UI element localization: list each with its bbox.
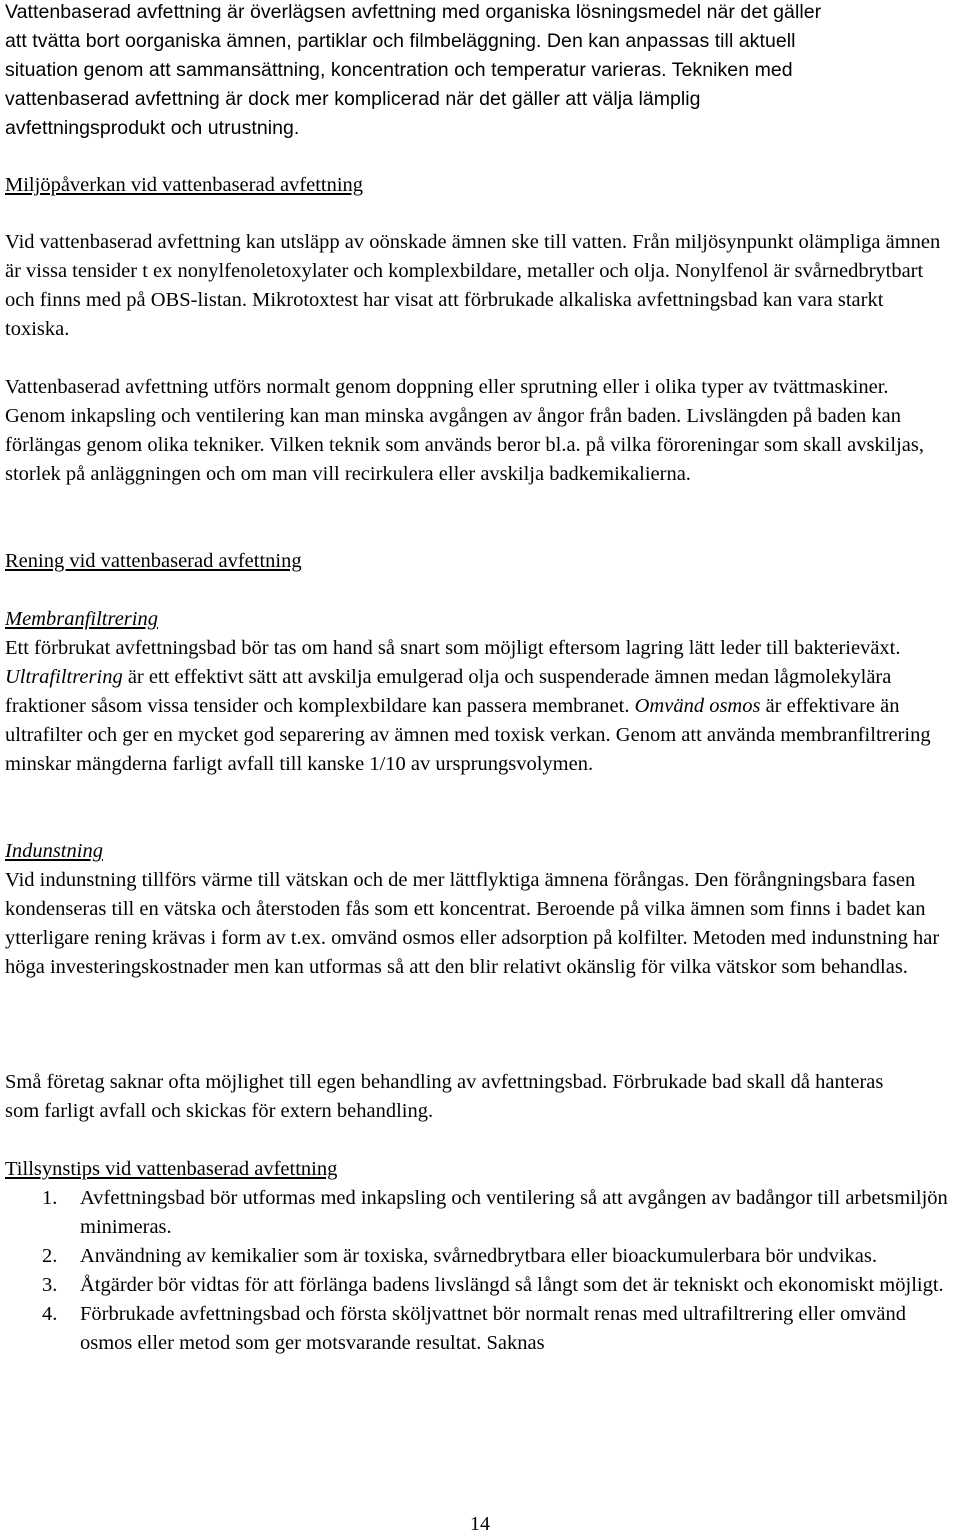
intro-line: avfettningsprodukt och utrustning. xyxy=(5,117,300,139)
list-item xyxy=(5,1271,960,1300)
text-span: är effektivare än ultrafilter och ger en mycket god separering av ämnen med toxisk verkan. Genom att använda membranfiltrering minskar mängderna farligt avfall till kanske 1/10 av ursprungsvolymen. xyxy=(5,695,931,775)
paragraph-methods: Vattenbaserad avfettning utförs normalt genom doppning eller sprutning eller i olika typer av tvättmaskiner. Genom inkapsling och ventilering kan man minska avgången av ångor från baden. Livslängden på baden kan förlängas genom olika tekniker. Vilken teknik som används beror bl.a. på vilka föroreningar som skall avskiljas, storlek på anläggningen och om man vill recirkulera eller avskilja badkemikalierna. xyxy=(5,376,924,485)
tips-list xyxy=(5,1184,960,1358)
list-item-number: 2. xyxy=(42,1245,58,1267)
section-heading-miljopaverkan: Miljöpåverkan vid vattenbaserad avfettning xyxy=(5,174,364,196)
list-item xyxy=(5,1184,960,1242)
text-span: är ett effektivt sätt att avskilja emulgerad olja och suspenderade ämnen medan lågmolekylära fraktioner såsom vissa tensider och komplexbildare kan passera membranet. xyxy=(5,666,892,717)
list-item-number: 1. xyxy=(42,1187,58,1209)
intro-line: att tvätta bort oorganiska ämnen, partiklar och filmbeläggning. Den kan anpassas till aktuell xyxy=(5,30,796,52)
paragraph-emissions: Vid vattenbaserad avfettning kan utsläpp av oönskade ämnen ske till vatten. Från miljösynpunkt olämpliga ämnen är vissa tensider t ex nonylfenoletoxylater och komplexbildare, metaller och olja. Nonylfenol är svårnedbrytbart och finns med på OBS-listan. Mikrotoxtest har visat att förbrukade alkaliska avfettningsbad kan vara starkt toxiska. xyxy=(5,231,941,340)
intro-line: Vattenbaserad avfettning är överlägsen avfettning med organiska lösningsmedel när det gäller xyxy=(5,1,822,23)
paragraph-indunstning: Vid indunstning tillförs värme till vätskan och de mer lättflyktiga ämnena förångas. Den förångningsbara fasen kondenseras till en vätska och återstoden fås som ett koncentrat. Beroende på vilka ämnen som finns i badet kan ytterligare rening krävas i form av t.ex. omvänd osmos eller adsorption på kolfilter. Metoden med indunstning har höga investeringskostnader men kan utformas så att den blir relativt okänslig för vilka vätskor som behandlas. xyxy=(5,869,940,978)
list-item xyxy=(5,1300,960,1358)
list-item-number: 4. xyxy=(42,1303,58,1325)
intro-paragraph xyxy=(5,0,957,143)
section-heading-tillsynstips: Tillsynstips vid vattenbaserad avfettning xyxy=(5,1158,338,1180)
list-item-number: 3. xyxy=(42,1274,58,1296)
paragraph-small-companies: Små företag saknar ofta möjlighet till egen behandling av avfettningsbad. Förbrukade bad skall då hanteras som farligt avfall och skickas för extern behandling. xyxy=(5,1071,884,1122)
term-omvand-osmos: Omvänd osmos xyxy=(634,695,761,717)
list-item-text: Förbrukade avfettningsbad och första sköljvattnet bör normalt renas med ultrafiltrering eller omvänd osmos eller metod som ger motsvarande resultat. Saknas xyxy=(80,1303,907,1354)
subheading-indunstning: Indunstning xyxy=(5,840,103,862)
term-ultrafiltrering: Ultrafiltrering xyxy=(5,666,123,688)
intro-line: vattenbaserad avfettning är dock mer komplicerad när det gäller att välja lämplig xyxy=(5,88,701,110)
paragraph-membranfiltrering xyxy=(5,634,960,779)
subheading-membranfiltrering: Membranfiltrering xyxy=(5,608,158,630)
text-span: Ett förbrukat avfettningsbad bör tas om hand så snart som möjligt eftersom lagring lätt leder till bakterieväxt. xyxy=(5,637,901,659)
list-item-text: Åtgärder bör vidtas för att förlänga badens livslängd så långt som det är tekniskt och ekonomiskt möjligt. xyxy=(80,1274,944,1296)
list-item xyxy=(5,1242,960,1271)
page-number: 14 xyxy=(470,1513,490,1535)
section-heading-rening: Rening vid vattenbaserad avfettning xyxy=(5,550,302,572)
list-item-text: Avfettningsbad bör utformas med inkapsling och ventilering så att avgången av badångor till arbetsmiljön minimeras. xyxy=(80,1187,948,1238)
intro-line: situation genom att sammansättning, koncentration och temperatur varieras. Tekniken med xyxy=(5,59,793,81)
list-item-text: Användning av kemikalier som är toxiska, svårnedbrytbara eller bioackumulerbara bör undvikas. xyxy=(80,1245,877,1267)
